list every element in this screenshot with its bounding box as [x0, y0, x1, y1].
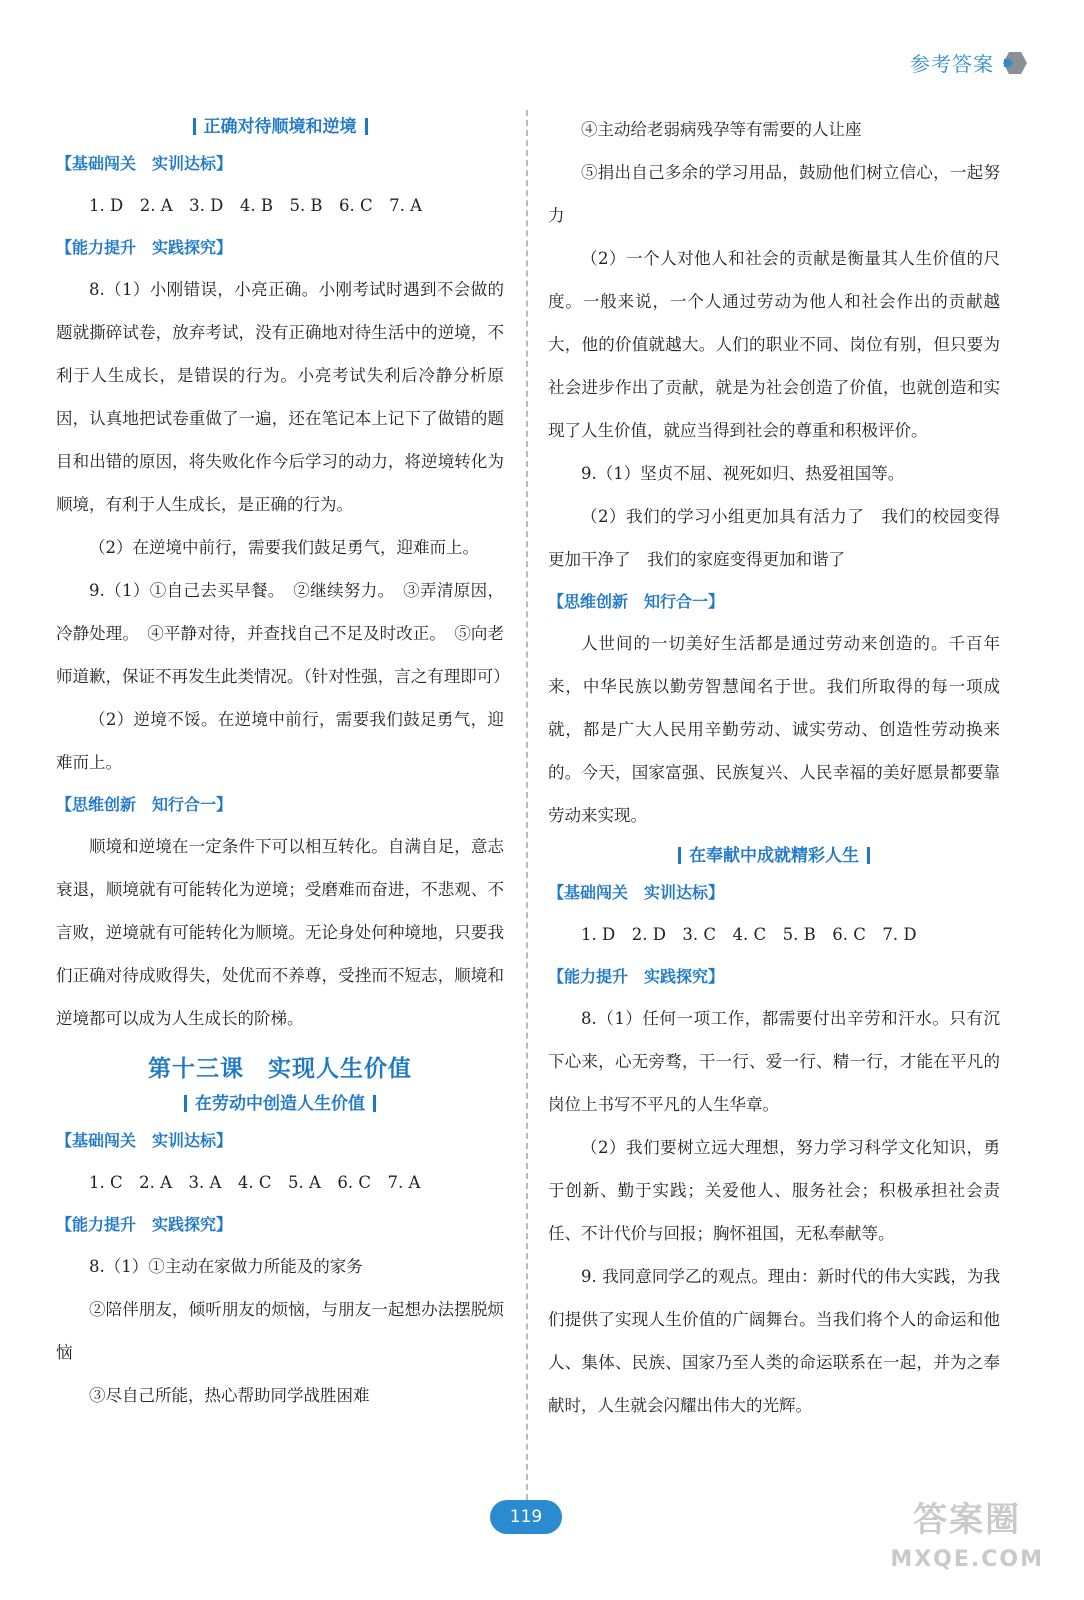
answer-paragraph: 9.（1）坚贞不屈、视死如归、热爱祖国等。: [581, 464, 905, 483]
section-tag: 【基础闯关 实训达标】: [548, 883, 725, 902]
page-number: 119: [490, 1500, 562, 1534]
page-header: [910, 48, 1028, 77]
answer-paragraph: ②陪伴朋友，倾听朋友的烦恼，与朋友一起想办法摆脱烦恼: [56, 1300, 504, 1362]
column-divider: [526, 110, 528, 1520]
answer-paragraph: 8.（1）①主动在家做力所能及的家务: [89, 1257, 363, 1276]
answer-line: 1. C 2. A 3. A 4. C 5. A 6. C 7. A: [89, 1173, 421, 1192]
header-title: 参考答案: [910, 52, 994, 76]
section-tag: 【思维创新 知行合一】: [548, 592, 725, 611]
watermark-line2: MXQE.COM: [890, 1547, 1044, 1572]
answer-paragraph: （2）在逆境中前行，需要我们鼓足勇气，迎难而上。: [89, 538, 479, 557]
answer-paragraph: ③尽自己所能，热心帮助同学战胜困难: [89, 1386, 370, 1405]
section-title: 在奉献中成就精彩人生: [548, 841, 1000, 866]
answer-line: 1. D 2. A 3. D 4. B 5. B 6. C 7. A: [89, 196, 423, 215]
section-tag: 【能力提升 实践探究】: [56, 1215, 233, 1234]
answer-paragraph: 8.（1）任何一项工作，都需要付出辛劳和汗水。只有沉下心来，心无旁骛，干一行、爱一行、精一行，才能在平凡的岗位上书写不平凡的人生华章。: [548, 1009, 1000, 1114]
section-tag: 【思维创新 知行合一】: [56, 795, 233, 814]
watermark: [890, 1500, 1044, 1580]
section-tag: 【基础闯关 实训达标】: [56, 154, 233, 173]
answer-paragraph: 人世间的一切美好生活都是通过劳动来创造的。千百年来，中华民族以勤劳智慧闻名于世。我们所取得的每一项成就，都是广大人民用辛勤劳动、诚实劳动、创造性劳动换来的。今天，国家富强、民族复兴、人民幸福的美好愿景都要靠劳动来实现。: [548, 634, 1000, 825]
left-column: [56, 108, 510, 1417]
lesson-title: 第十三课 实现人生价值: [148, 1056, 412, 1082]
answer-paragraph: （2）逆境不馁。在逆境中前行，需要我们鼓足勇气，迎难而上。: [56, 710, 504, 772]
section-title: 在劳动中创造人生价值: [56, 1089, 504, 1114]
section-tag: 【基础闯关 实训达标】: [56, 1131, 233, 1150]
answer-paragraph: （2）一个人对他人和社会的贡献是衡量其人生价值的尺度。一般来说，一个人通过劳动为他人和社会作出的贡献越大，他的价值就越大。人们的职业不同、岗位有别，但只要为社会进步作出了贡献，就是为社会创造了价值，也就创造和实现了人生价值，就应当得到社会的尊重和积极评价。: [548, 249, 1000, 440]
answer-paragraph: 9.（1）①自己去买早餐。 ②继续努力。 ③弄清原因，冷静处理。 ④平静对待，并查找自己不足及时改正。 ⑤向老师道歉，保证不再发生此类情况。（针对性强，言之有理即可）: [56, 581, 510, 686]
hexagon-icon: [1002, 51, 1028, 75]
answer-paragraph: 8.（1）小刚错误，小亮正确。小刚考试时遇到不会做的题就撕碎试卷，放弃考试，没有正确地对待生活中的逆境，不利于人生成长，是错误的行为。小亮考试失利后冷静分析原因，认真地把试卷重做了一遍，还在笔记本上记下了做错的题目和出错的原因，将失败化作今后学习的动力，将逆境转化为顺境，有利于人生成长，是正确的行为。: [56, 280, 504, 514]
answer-paragraph: （2）我们的学习小组更加具有活力了 我们的校园变得更加干净了 我们的家庭变得更加和谐了: [548, 507, 1000, 569]
section-title: 正确对待顺境和逆境: [56, 112, 504, 137]
answer-paragraph: （2）我们要树立远大理想，努力学习科学文化知识，勇于创新、勤于实践；关爱他人、服务社会；积极承担社会责任、不计代价与回报；胸怀祖国，无私奉献等。: [548, 1138, 1000, 1243]
answer-paragraph: 顺境和逆境在一定条件下可以相互转化。自满自足，意志衰退，顺境就有可能转化为逆境；受磨难而奋进，不悲观、不言败，逆境就有可能转化为顺境。无论身处何种境地，只要我们正确对待成败得失，处优而不养尊，受挫而不短志，顺境和逆境都可以成为人生成长的阶梯。: [56, 837, 504, 1028]
section-tag: 【能力提升 实践探究】: [56, 238, 233, 257]
section-tag: 【能力提升 实践探究】: [548, 967, 725, 986]
answer-paragraph: ④主动给老弱病残孕等有需要的人让座: [581, 120, 862, 139]
right-column: [548, 108, 1000, 1427]
answer-paragraph: 9. 我同意同学乙的观点。理由：新时代的伟大实践，为我们提供了实现人生价值的广阔舞台。当我们将个人的命运和他人、集体、民族、国家乃至人类的命运联系在一起，并为之奉献时，人生就会闪耀出伟大的光辉。: [548, 1267, 1000, 1415]
watermark-line1: 答案圈: [913, 1500, 1022, 1540]
answer-paragraph: ⑤捐出自己多余的学习用品，鼓励他们树立信心，一起努力: [548, 163, 1000, 225]
answer-line: 1. D 2. D 3. C 4. C 5. B 6. C 7. D: [581, 925, 917, 944]
